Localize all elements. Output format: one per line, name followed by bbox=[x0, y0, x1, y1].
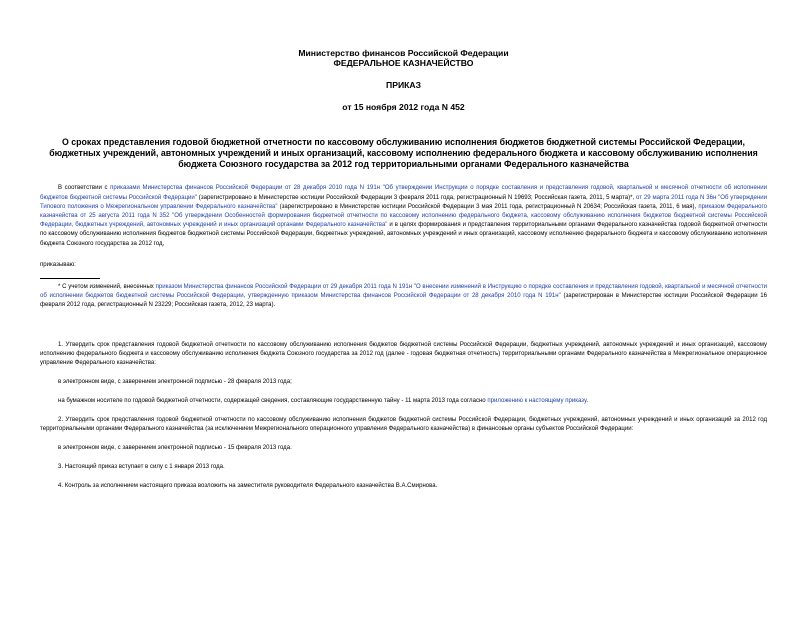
footnote-link-order-191n-changes[interactable]: приказом Министерства финансов Российской Федерации от 29 декабря 2011 года N 191н "О внесении изменений в Инструкцию о порядке составления и представления годовой, квартальной и месячной отчетности об исполнении бюджетов бюджетной системы Российской Федерации, утвержденную приказом Министерства финансов Российской Федерации от 28 декабря 2010 года N 191н" bbox=[40, 284, 767, 300]
preamble-link-order-352[interactable]: приказом Федерального казначейства от 25 августа 2011 года N 352 "Об утверждении Особенностей формирования бюджетной отчетности по кассовому исполнению федерального бюджета, кассовому обслуживанию исполнения бюджетов бюджетной системы Российской Федерации, бюджетных учреждений, автономных учреждений и иных организаций органами Федерального казначейства" bbox=[40, 203, 767, 229]
item-1-paper-text: на бумажном носителе по годовой бюджетной отчетности, содержащей сведения, составляющие государственную тайну - 11 марта 2013 года согласно bbox=[58, 398, 488, 405]
item-1-paper-end: . bbox=[586, 398, 589, 405]
preamble-link-order-36n[interactable]: от 29 марта 2011 года N 36н "Об утверждении Типового положения о Межрегиональном управлении Федерального казначейства" bbox=[40, 194, 767, 210]
preamble-text-2: (зарегистрировано в Министерстве юстиции Российской Федерации 3 февраля 2011 года, регистрационный N 19693; Российская газета, 2011, 5 марта)*, bbox=[196, 194, 637, 201]
footnote-text-1: * С учетом изменений, внесенных bbox=[58, 284, 156, 291]
document-subject: О сроках представления годовой бюджетной отчетности по кассовому обслуживанию исполнения бюджетов бюджетной системы Российской Федерации, бюджетных учреждений, автономных учреждений и иных организаций, кассовому исполнению федерального бюджета и кассовому обслуживанию исполнения бюджета Союзного государства за 2012 год территориальными органами Федерального казначейства bbox=[49, 137, 758, 169]
footnote-text-2: (зарегистрирован в Министерстве юстиции Российской Федерации 16 февраля 2012 года, регистрационный N 23229; Российская газета, 2012, 23 марта). bbox=[40, 293, 767, 309]
item-1-electronic-deadline: в электронном виде, с заверением электронной подписью - 28 февраля 2013 года; bbox=[58, 379, 292, 386]
ministry-name: Министерство финансов Российской Федерации bbox=[298, 48, 509, 58]
preamble-text-3: (зарегистрировано в Министерстве юстиции Российской Федерации 3 мая 2011 года, регистрационный N 20634; Российская газета, 2011, 6 мая), bbox=[277, 203, 699, 210]
preamble-text-4: и в целях формирования и представления территориальными органами Федерального казначейства годовой бюджетной отчетности по кассовому обслуживанию исполнения бюджетов бюджетной системы Российской Федерации, бюджетных учреждений, автономных учреждений и иных организаций, кассовому исполнению федерального бюджета и кассовому обслуживанию исполнения бюджета Союзного государства за 2012 год, bbox=[40, 222, 767, 247]
treasury-name: ФЕДЕРАЛЬНОЕ КАЗНАЧЕЙСТВО bbox=[333, 58, 474, 68]
preamble-text-1: В соответствии с bbox=[58, 185, 111, 192]
item-2-paragraph: 2. Утвердить срок представления годовой бюджетной отчетности по кассовому обслуживанию исполнения бюджетов бюджетной системы Российской Федерации, бюджетных учреждений, автономных учреждений и иных организаций за 2012 год территориальными органами Федерального казначейства (за исключением Межрегионального операционного управления Федерального казначейства) в финансовые органы субъектов Российской Федерации: bbox=[40, 416, 767, 432]
item-1-paragraph: 1. Утвердить срок представления годовой бюджетной отчетности по кассовому обслуживанию исполнения бюджетов бюджетной системы Российской Федерации, бюджетных учреждений, автономных учреждений и иных организаций, кассовому исполнению федерального бюджета и кассовому обслуживанию исполнения бюджета Союзного государства за 2012 год (далее - годовая бюджетная отчетность) территориальными органами Федерального казначейства в Межрегиональное операционное управление Федерального казначейства: bbox=[40, 341, 767, 367]
document-type: ПРИКАЗ bbox=[386, 80, 421, 90]
footnote-paragraph bbox=[40, 283, 767, 311]
preamble-link-order-191n[interactable]: приказами Министерства финансов Российской Федерации от 28 декабря 2010 года N 191н "Об утверждении Инструкции о порядке составления и представления годовой, квартальной и месячной отчетности об исполнении бюджетов бюджетной системы Российской Федерации" bbox=[40, 185, 767, 201]
document-header bbox=[40, 48, 767, 68]
footnote-divider bbox=[40, 278, 100, 279]
item-4-paragraph: 4. Контроль за исполнением настоящего приказа возложить на заместителя руководителя Федерального казначейства В.А.Смирнова. bbox=[58, 483, 438, 490]
item-3-paragraph: 3. Настоящий приказ вступает в силу с 1 января 2013 года. bbox=[58, 464, 225, 471]
item-2-electronic-deadline: в электронном виде, с заверением электронной подписью - 15 февраля 2013 года. bbox=[58, 445, 292, 452]
appendix-link[interactable]: приложению к настоящему приказу bbox=[487, 398, 587, 405]
order-word: приказываю: bbox=[40, 261, 76, 268]
document-page bbox=[0, 48, 807, 619]
document-date-number: от 15 ноября 2012 года N 452 bbox=[342, 102, 465, 112]
item-1-paper-deadline bbox=[40, 397, 767, 406]
preamble-paragraph bbox=[40, 184, 767, 248]
